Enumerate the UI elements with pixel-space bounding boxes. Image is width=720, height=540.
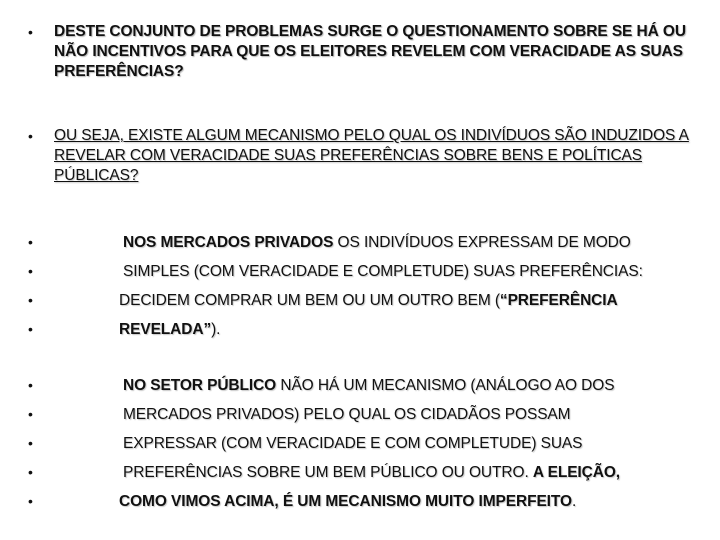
bullet-dot: • xyxy=(28,128,33,144)
bullet-question-incentives xyxy=(28,22,708,82)
line-rest: OS INDIVÍDUOS EXPRESSAM DE MODO xyxy=(333,233,631,251)
line-text xyxy=(54,464,620,482)
election-heading: A ELEIÇÃO, xyxy=(532,463,620,481)
line xyxy=(28,286,708,315)
bullet-group-private-markets xyxy=(28,228,708,344)
bullet-dot: • xyxy=(28,377,33,393)
bullet-dot: • xyxy=(28,263,33,279)
line-text xyxy=(54,493,576,511)
line-plain: PREFERÊNCIAS SOBRE UM BEM PÚBLICO OU OUTRO. xyxy=(123,463,533,481)
line xyxy=(28,487,708,516)
line-text xyxy=(54,292,618,310)
bullet-dot: • xyxy=(28,24,33,40)
mechanism-question-mark: ? xyxy=(129,167,139,184)
private-markets-heading: NOS MERCADOS PRIVADOS xyxy=(123,233,334,251)
line-end: ). xyxy=(211,320,221,338)
public-sector-heading: NO SETOR PÚBLICO xyxy=(123,376,277,394)
line-text xyxy=(54,321,220,339)
line xyxy=(28,228,708,257)
line-text xyxy=(54,377,614,395)
line xyxy=(28,429,708,458)
bullet-dot: • xyxy=(28,234,33,250)
line-rest: NÃO HÁ UM MECANISMO (ANÁLOGO AO DOS xyxy=(276,376,615,394)
line xyxy=(28,400,708,429)
mechanism-text: OU SEJA, EXISTE ALGUM MECANISMO PELO QUAL OS INDIVÍDUOS SÃO INDUZIDOS A REVELAR COM VERACIDADE SUAS PREFERÊNCIAS SOBRE BENS E POLÍTICAS PÚBLICAS xyxy=(54,127,689,184)
paragraph-mechanism xyxy=(54,126,708,186)
line-text: SIMPLES (COM VERACIDADE E COMPLETUDE) SUAS PREFERÊNCIAS: xyxy=(123,262,643,280)
bullet-dot: • xyxy=(28,493,33,509)
bullet-dot: • xyxy=(28,406,33,422)
bullet-dot: • xyxy=(28,321,33,337)
line-end: . xyxy=(571,492,577,510)
line-text: EXPRESSAR (COM VERACIDADE E COM COMPLETUDE) SUAS xyxy=(123,434,583,452)
bullet-mechanism xyxy=(28,126,708,186)
line-text: MERCADOS PRIVADOS) PELO QUAL OS CIDADÃOS POSSAM xyxy=(123,405,571,423)
bullet-dot: • xyxy=(28,435,33,451)
line xyxy=(28,371,708,400)
line-plain: DECIDEM COMPRAR UM BEM OU UM OUTRO BEM ( xyxy=(119,291,500,309)
paragraph-question: DESTE CONJUNTO DE PROBLEMAS SURGE O QUESTIONAMENTO SOBRE SE HÁ OU NÃO INCENTIVOS PARA QUE OS ELEITORES REVELEM COM VERACIDADE AS SUAS PREFERÊNCIAS? xyxy=(54,23,686,80)
revealed-preference-open: “PREFERÊNCIA xyxy=(499,291,618,309)
line xyxy=(28,315,708,344)
imperfect-mechanism-text: COMO VIMOS ACIMA, É UM MECANISMO MUITO IMPERFEITO xyxy=(119,492,572,510)
bullet-group-public-sector xyxy=(28,371,708,516)
line-text xyxy=(54,234,631,252)
line xyxy=(28,257,708,286)
revealed-preference-close: REVELADA” xyxy=(119,320,212,338)
line xyxy=(28,458,708,487)
bullet-dot: • xyxy=(28,464,33,480)
bullet-dot: • xyxy=(28,292,33,308)
